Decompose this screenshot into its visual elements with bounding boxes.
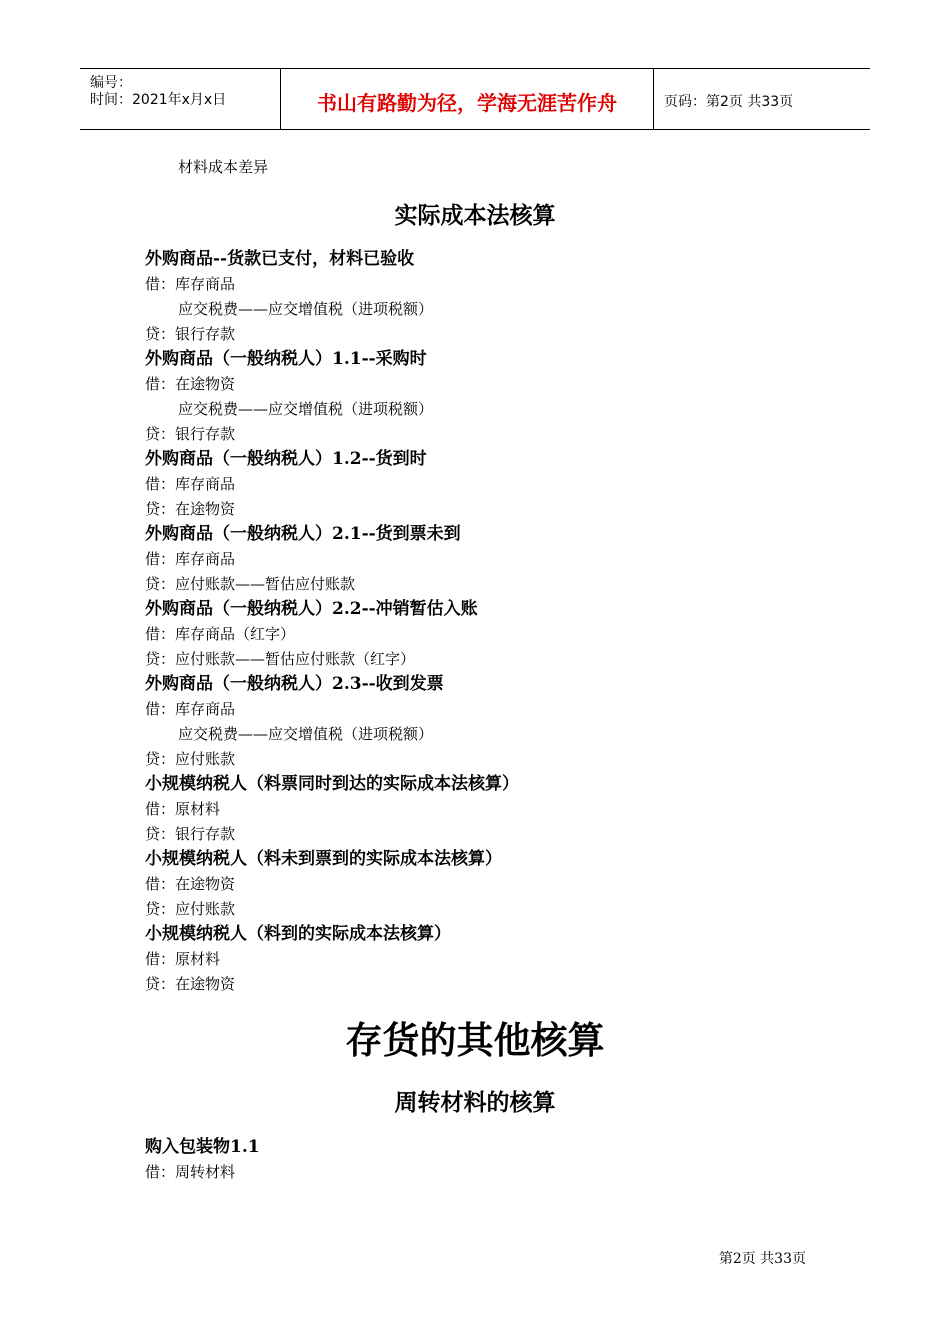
entry-heading: 外购商品（一般纳税人）2.1--货到票未到 [145, 524, 461, 544]
entry-group [145, 522, 805, 597]
entry-line: 贷：应付账款——暂估应付账款 [145, 575, 356, 593]
entry-line: 借：库存商品 [145, 550, 236, 568]
header-right-cell [654, 69, 870, 129]
header-center-cell [281, 69, 654, 129]
entry-heading: 小规模纳税人（料到的实际成本法核算） [145, 924, 451, 944]
entry-line: 借：库存商品 [145, 275, 236, 293]
entry-line: 贷：银行存款 [145, 825, 236, 843]
section-title: 周转材料的核算 [394, 1089, 556, 1116]
entry-line: 贷：应付账款——暂估应付账款（红字） [145, 650, 416, 668]
entry-group [145, 672, 805, 772]
header-motto: 书山有路勤为径，学海无涯苦作舟 [317, 91, 617, 115]
entry-heading: 购入包装物1.1 [145, 1137, 260, 1157]
entry-group [145, 247, 805, 347]
entry-line: 借：在途物资 [145, 375, 236, 393]
entry-heading: 外购商品（一般纳税人）1.2--货到时 [145, 449, 427, 469]
entry-group [145, 847, 805, 922]
entry-line: 借：周转材料 [145, 1163, 236, 1181]
chapter-title: 存货的其他核算 [345, 1018, 605, 1062]
entry-line: 借：在途物资 [145, 875, 236, 893]
entry-line: 借：库存商品（红字） [145, 625, 296, 643]
section-title: 实际成本法核算 [394, 202, 556, 229]
entry-group [145, 772, 805, 847]
header-left-cell [80, 69, 281, 129]
entry-heading: 外购商品--货款已支付，材料已验收 [145, 249, 415, 269]
header-number: 编号： [90, 75, 132, 91]
document-body [145, 155, 805, 1185]
entry-line: 借：原材料 [145, 950, 221, 968]
entry-line: 应交税费——应交增值税（进项税额） [178, 400, 434, 418]
entry-group [145, 447, 805, 522]
entry-line: 贷：应付账款 [145, 750, 236, 768]
header-page-number: 页码：第2页 共33页 [664, 94, 794, 110]
entry-line: 应交税费——应交增值税（进项税额） [178, 300, 434, 318]
entry-heading: 外购商品（一般纳税人）2.2--冲销暂估入账 [145, 599, 478, 619]
entry-heading: 外购商品（一般纳税人）1.1--采购时 [145, 349, 427, 369]
entry-line: 借：库存商品 [145, 700, 236, 718]
entry-heading: 外购商品（一般纳税人）2.3--收到发票 [145, 674, 444, 694]
entry-group [145, 347, 805, 447]
entry-line: 贷：在途物资 [145, 500, 236, 518]
page-footer: 第2页 共33页 [718, 1251, 806, 1267]
entry-group [145, 597, 805, 672]
entry-line: 贷：应付账款 [145, 900, 236, 918]
entry-heading: 小规模纳税人（料票同时到达的实际成本法核算） [145, 774, 519, 794]
page-header [80, 68, 870, 130]
entry-line: 贷：在途物资 [145, 975, 236, 993]
entry-line: 贷：银行存款 [145, 325, 236, 343]
top-note: 材料成本差异 [178, 158, 269, 176]
entry-line: 借：原材料 [145, 800, 221, 818]
entry-line: 借：库存商品 [145, 475, 236, 493]
entry-line: 应交税费——应交增值税（进项税额） [178, 725, 434, 743]
entry-line: 贷：银行存款 [145, 425, 236, 443]
header-time: 时间：2021年x月x日 [90, 92, 227, 108]
entry-group [145, 922, 805, 997]
entry-heading: 小规模纳税人（料未到票到的实际成本法核算） [145, 849, 502, 869]
